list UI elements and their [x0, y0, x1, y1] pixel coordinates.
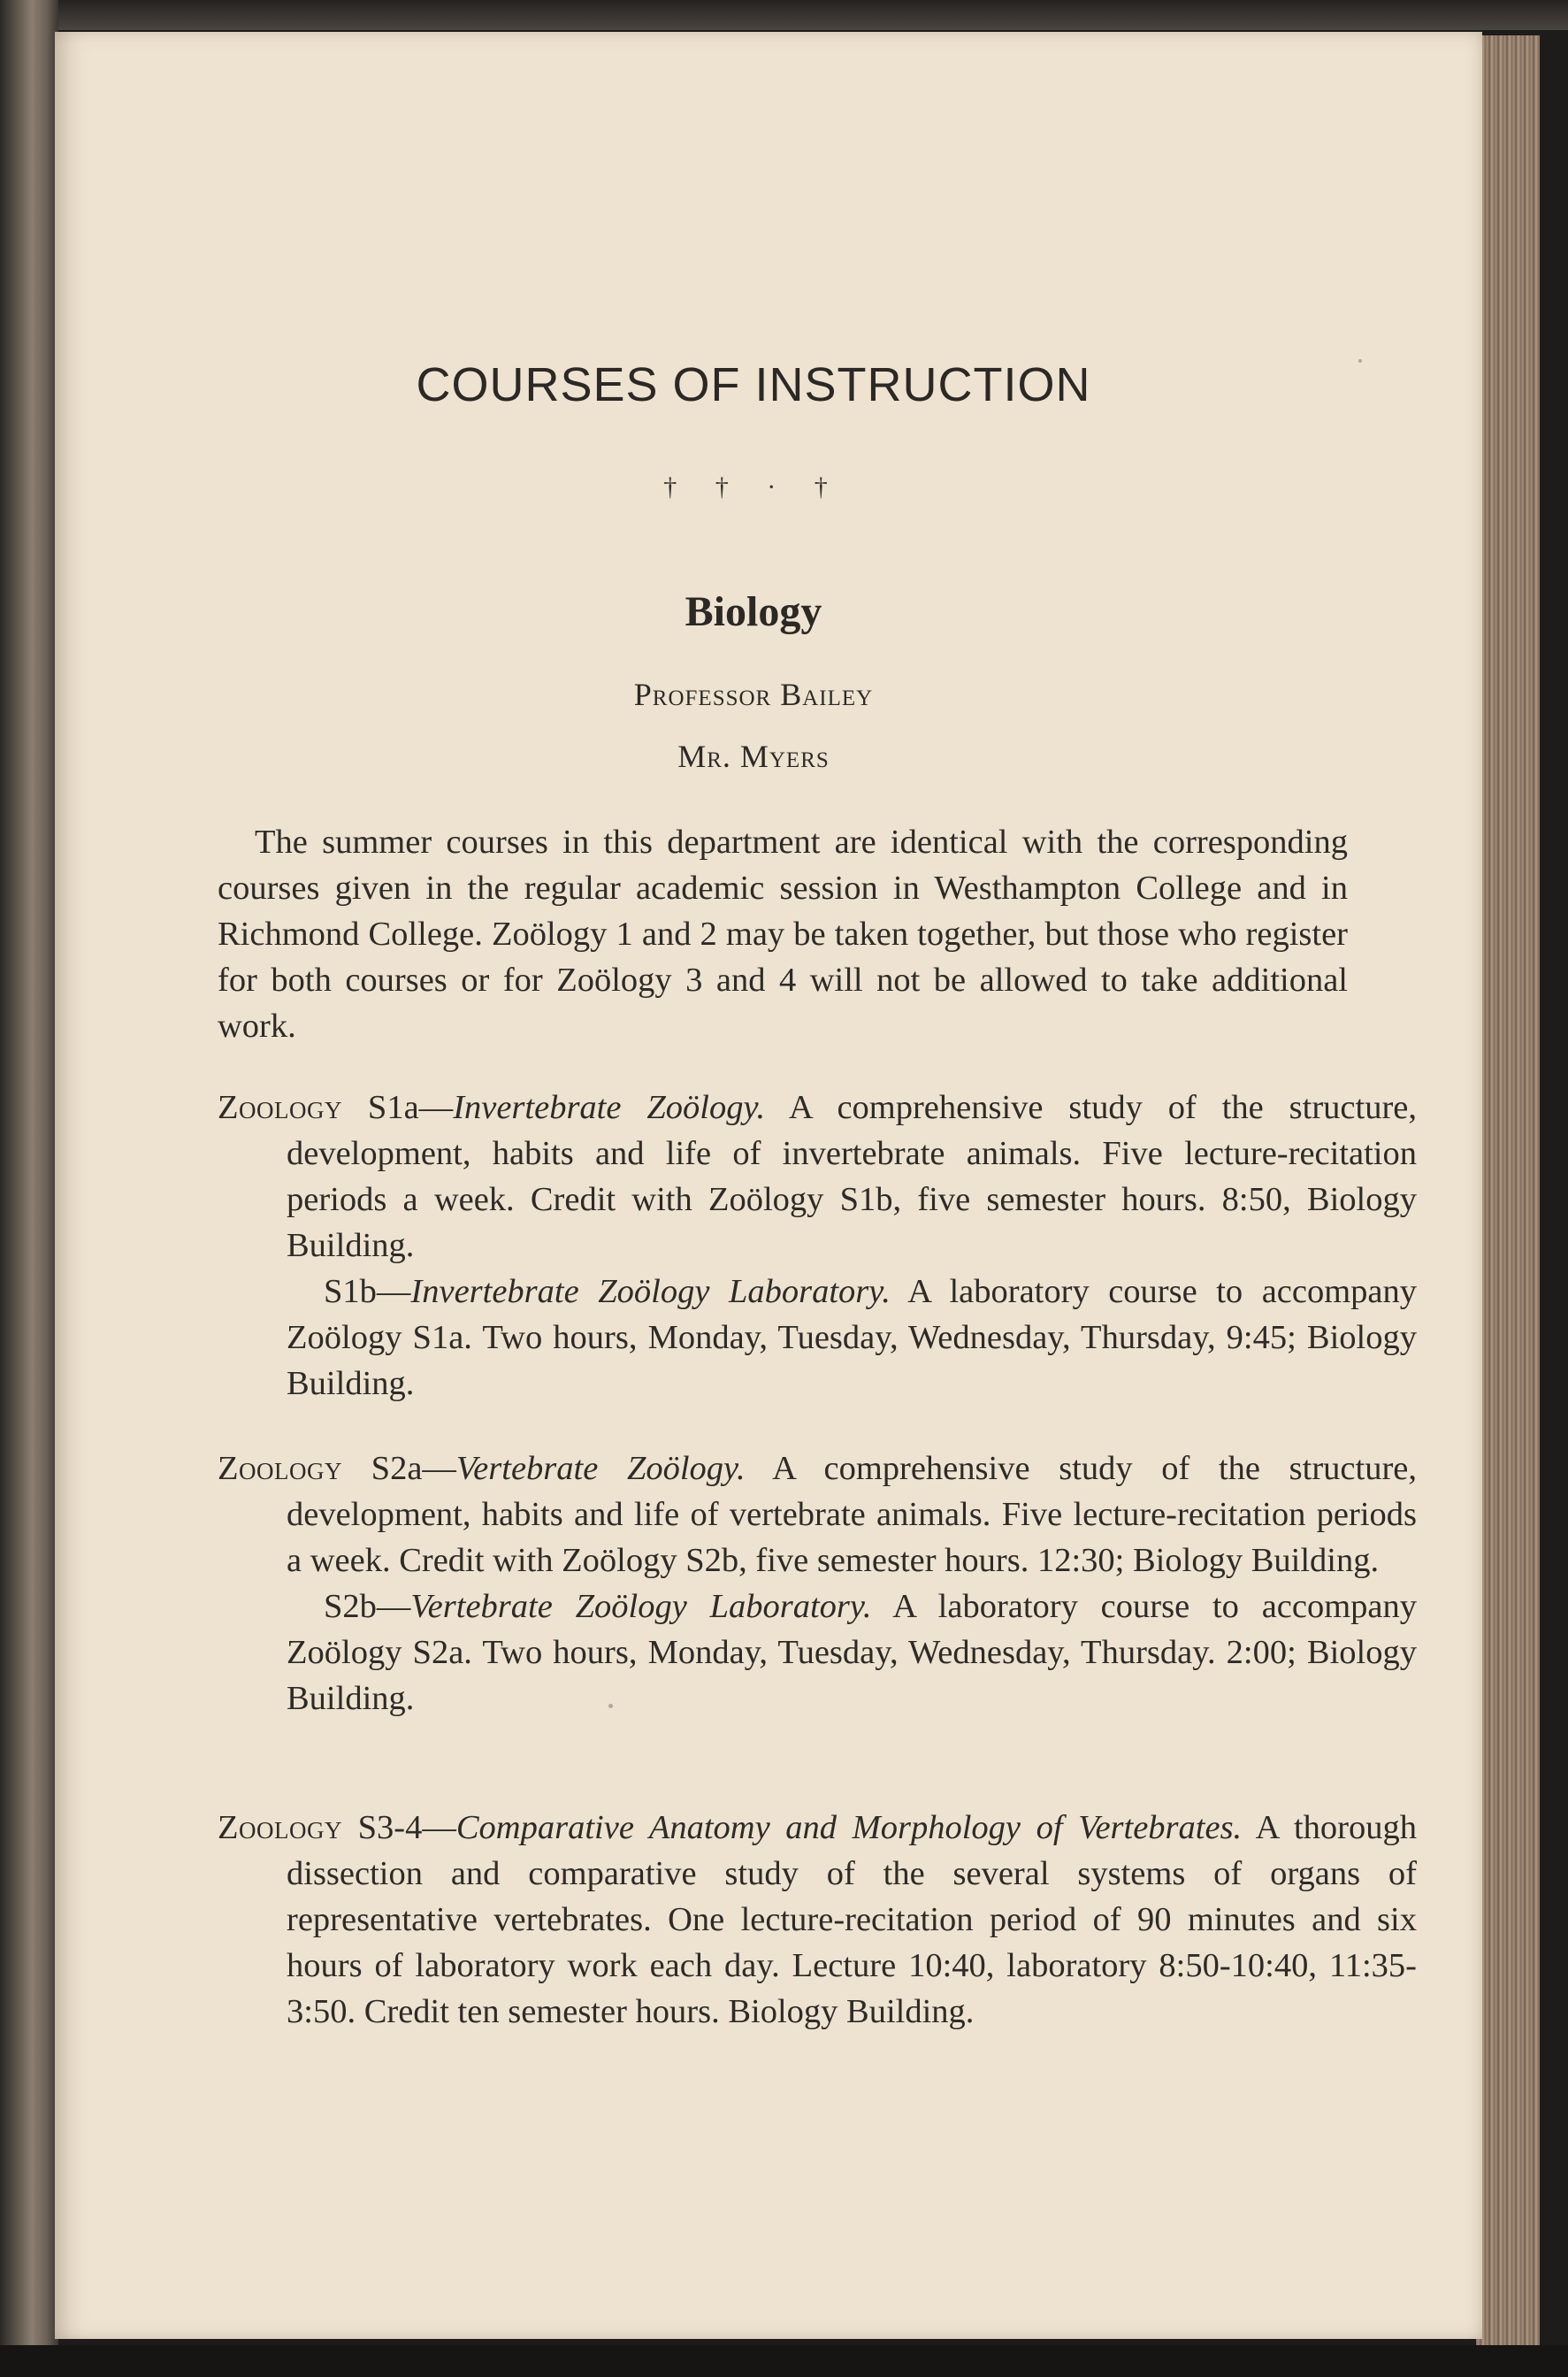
lab-title: Invertebrate Zoölogy Laboratory. — [410, 1273, 891, 1310]
page-edges — [1476, 35, 1568, 2377]
course-lab-entry — [287, 1583, 1417, 1721]
course-entry-zoology-s1 — [218, 1085, 1417, 1407]
faculty-name: Mr. Myers — [677, 739, 830, 774]
lab-title: Vertebrate Zoölogy Laboratory. — [410, 1588, 872, 1625]
department-title: Biology — [685, 588, 822, 635]
lab-description: A laboratory course to accompany Zoölogy S2a. Two hours, Monday, Tuesday, Wednesday, Thursday. 2:00; Biology Building. — [287, 1588, 1418, 1717]
lab-code: S2b— — [324, 1588, 411, 1625]
course-code: S3-4— — [342, 1809, 456, 1846]
course-entry-zoology-s2 — [218, 1445, 1417, 1721]
dust-speck — [608, 1704, 613, 1708]
scan-top-band — [0, 0, 1568, 30]
lab-code: S1b— — [324, 1273, 411, 1310]
course-prefix: Zoology — [218, 1089, 343, 1126]
lab-description: A laboratory course to accompany Zoölogy S1a. Two hours, Monday, Tuesday, Wednesday, Thursday, 9:45; Biology Building. — [287, 1273, 1417, 1402]
course-description: A thorough dissection and comparative study of the several systems of organs of representative vertebrates. One lecture-recitation period of 90 minutes and six hours of laboratory work each day. Lecture 10:40, laboratory 8:50-10:40, 11:35-3:50. Credit ten semester hours. Biology Building. — [287, 1809, 1417, 2030]
course-code: S1a— — [342, 1089, 454, 1126]
book-spine — [0, 0, 58, 2377]
course-description: A comprehensive study of the structure, development, habits and life of invertebrate animals. Five lecture-recitation periods a week. Credit with Zoölogy S1b, five semester hours. 8:50, Biology Building. — [287, 1089, 1417, 1264]
course-prefix: Zoology — [218, 1809, 343, 1846]
dust-speck — [1358, 359, 1362, 363]
course-title: Vertebrate Zoölogy. — [455, 1450, 746, 1487]
page-heading: COURSES OF INSTRUCTION — [416, 358, 1091, 411]
scan-bottom-band — [0, 2345, 1568, 2377]
intro-paragraph: The summer courses in this department are identical with the corresponding courses given in the regular academic session in Westhampton College and in Richmond College. Zoölogy 1 and 2 may be taken together, but those who register for both courses or for Zoölogy 3 and 4 will not be allowed to take additional work. — [218, 824, 1348, 1045]
course-lab-entry — [287, 1269, 1417, 1407]
course-entry-zoology-s3-4 — [218, 1805, 1417, 2035]
faculty-name: Professor Bailey — [633, 677, 874, 712]
book-page — [55, 32, 1482, 2339]
course-prefix: Zoology — [218, 1450, 343, 1487]
course-title: Comparative Anatomy and Morphology of Vertebrates. — [455, 1809, 1243, 1846]
course-code: S2a— — [342, 1450, 456, 1487]
course-description: A comprehensive study of the structure, development, habits and life of vertebrate animals. Five lecture-recitation periods a week. Credit with Zoölogy S2b, five semester hours. 12:30; Biology Building. — [287, 1450, 1417, 1579]
ornament-divider: † † · † — [663, 472, 844, 502]
course-title: Invertebrate Zoölogy. — [453, 1089, 766, 1126]
